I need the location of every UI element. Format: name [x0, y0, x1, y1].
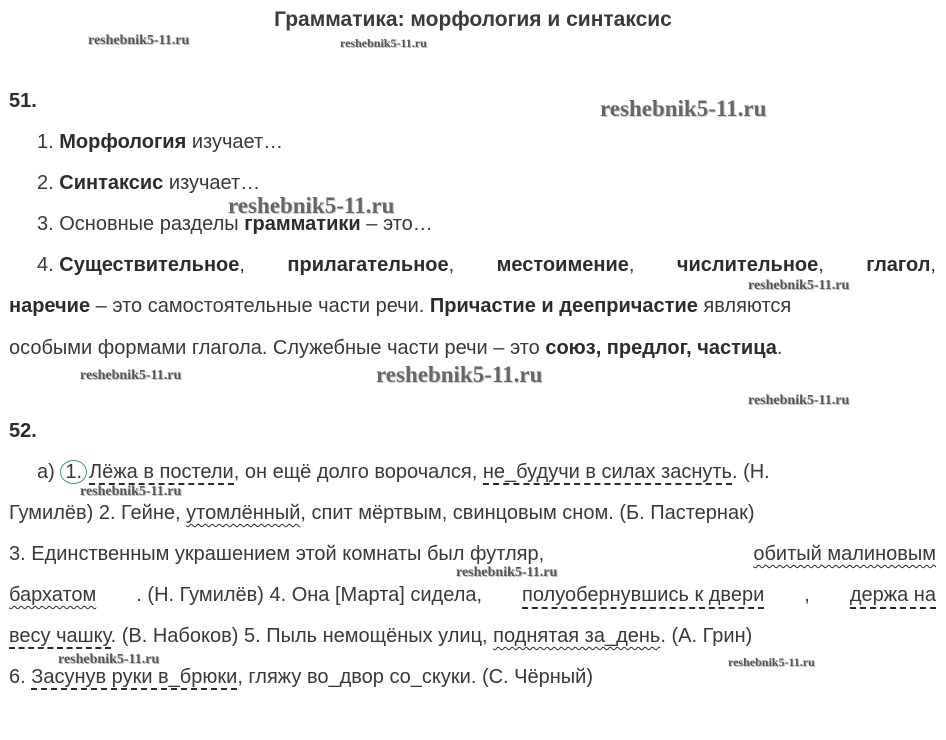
task-52-line-1: а) 1. Лёжа в постели, он ещё долго ворочался, не_будучи в силах заснуть. (Н.	[37, 461, 770, 483]
participial-phrase: обитый малиновым	[753, 543, 936, 565]
page-title: Грамматика: морфология и синтаксис	[274, 8, 672, 31]
adverbial-phrase: Засунув руки в_брюки	[31, 666, 238, 688]
task-51-item-1: 1. Морфология изучает…	[37, 131, 284, 153]
task-51-item-2: 2. Синтаксис изучает…	[37, 172, 261, 194]
task-52-line-4: бархатом . (Н. Гумилёв) 4. Она [Марта] сидела, полуобернувшись к двери , держа на	[9, 584, 936, 609]
task-52-line-2: Гумилёв) 2. Гейне, утомлённый, спит мёртвым, свинцовым сном. (Б. Пастернак)	[9, 502, 755, 524]
watermark: reshebnik5-11.ru	[376, 362, 543, 387]
watermark: reshebnik5-11.ru	[80, 368, 182, 383]
watermark: reshebnik5-11.ru	[748, 278, 850, 293]
adverbial-phrase: Лёжа в постели	[89, 461, 234, 483]
watermark: reshebnik5-11.ru	[340, 36, 427, 50]
task-51-item-3: 3. Основные разделы грамматики – это…	[37, 213, 433, 235]
watermark: reshebnik5-11.ru	[88, 33, 190, 48]
task-52-number: 52.	[9, 420, 37, 442]
participle: утомлённый	[186, 502, 301, 524]
adverbial-phrase: весу чашку	[9, 625, 111, 647]
task-52-line-6: 6. Засунув руки в_брюки, гляжу во_двор со_скуки. (С. Чёрный)	[9, 666, 593, 688]
participial-phrase: поднятая за_день	[493, 625, 661, 647]
participial-phrase: бархатом	[9, 584, 97, 606]
watermark: reshebnik5-11.ru	[80, 484, 182, 499]
watermark: reshebnik5-11.ru	[456, 565, 558, 580]
task-51-item-4-line-1: 4. Существительное, прилагательное, местоимение, числительное, глагол,	[37, 254, 936, 276]
adverbial-phrase: не_будучи в силах заснуть	[482, 461, 732, 483]
watermark: reshebnik5-11.ru	[58, 652, 160, 667]
watermark: reshebnik5-11.ru	[600, 96, 767, 121]
task-51-item-4-line-2: наречие – это самостоятельные части речи. Причастие и деепричастие являются	[9, 295, 792, 317]
adverbial-phrase: держа на	[850, 584, 936, 609]
circled-number: 1.	[60, 460, 87, 484]
adverbial-phrase: полуобернувшись к двери	[522, 584, 764, 609]
task-51-number: 51.	[9, 90, 37, 112]
watermark: reshebnik5-11.ru	[748, 393, 850, 408]
task-51-item-4-line-3: особыми формами глагола. Служебные части речи – это союз, предлог, частица.	[9, 337, 783, 359]
watermark: reshebnik5-11.ru	[228, 193, 395, 218]
task-52-line-3: 3. Единственным украшением этой комнаты был футляр, обитый малиновым	[9, 543, 936, 565]
watermark: reshebnik5-11.ru	[728, 655, 815, 669]
task-52-line-5: весу чашку. (В. Набоков) 5. Пыль немощёных улиц, поднятая за_день. (А. Грин)	[9, 625, 753, 647]
